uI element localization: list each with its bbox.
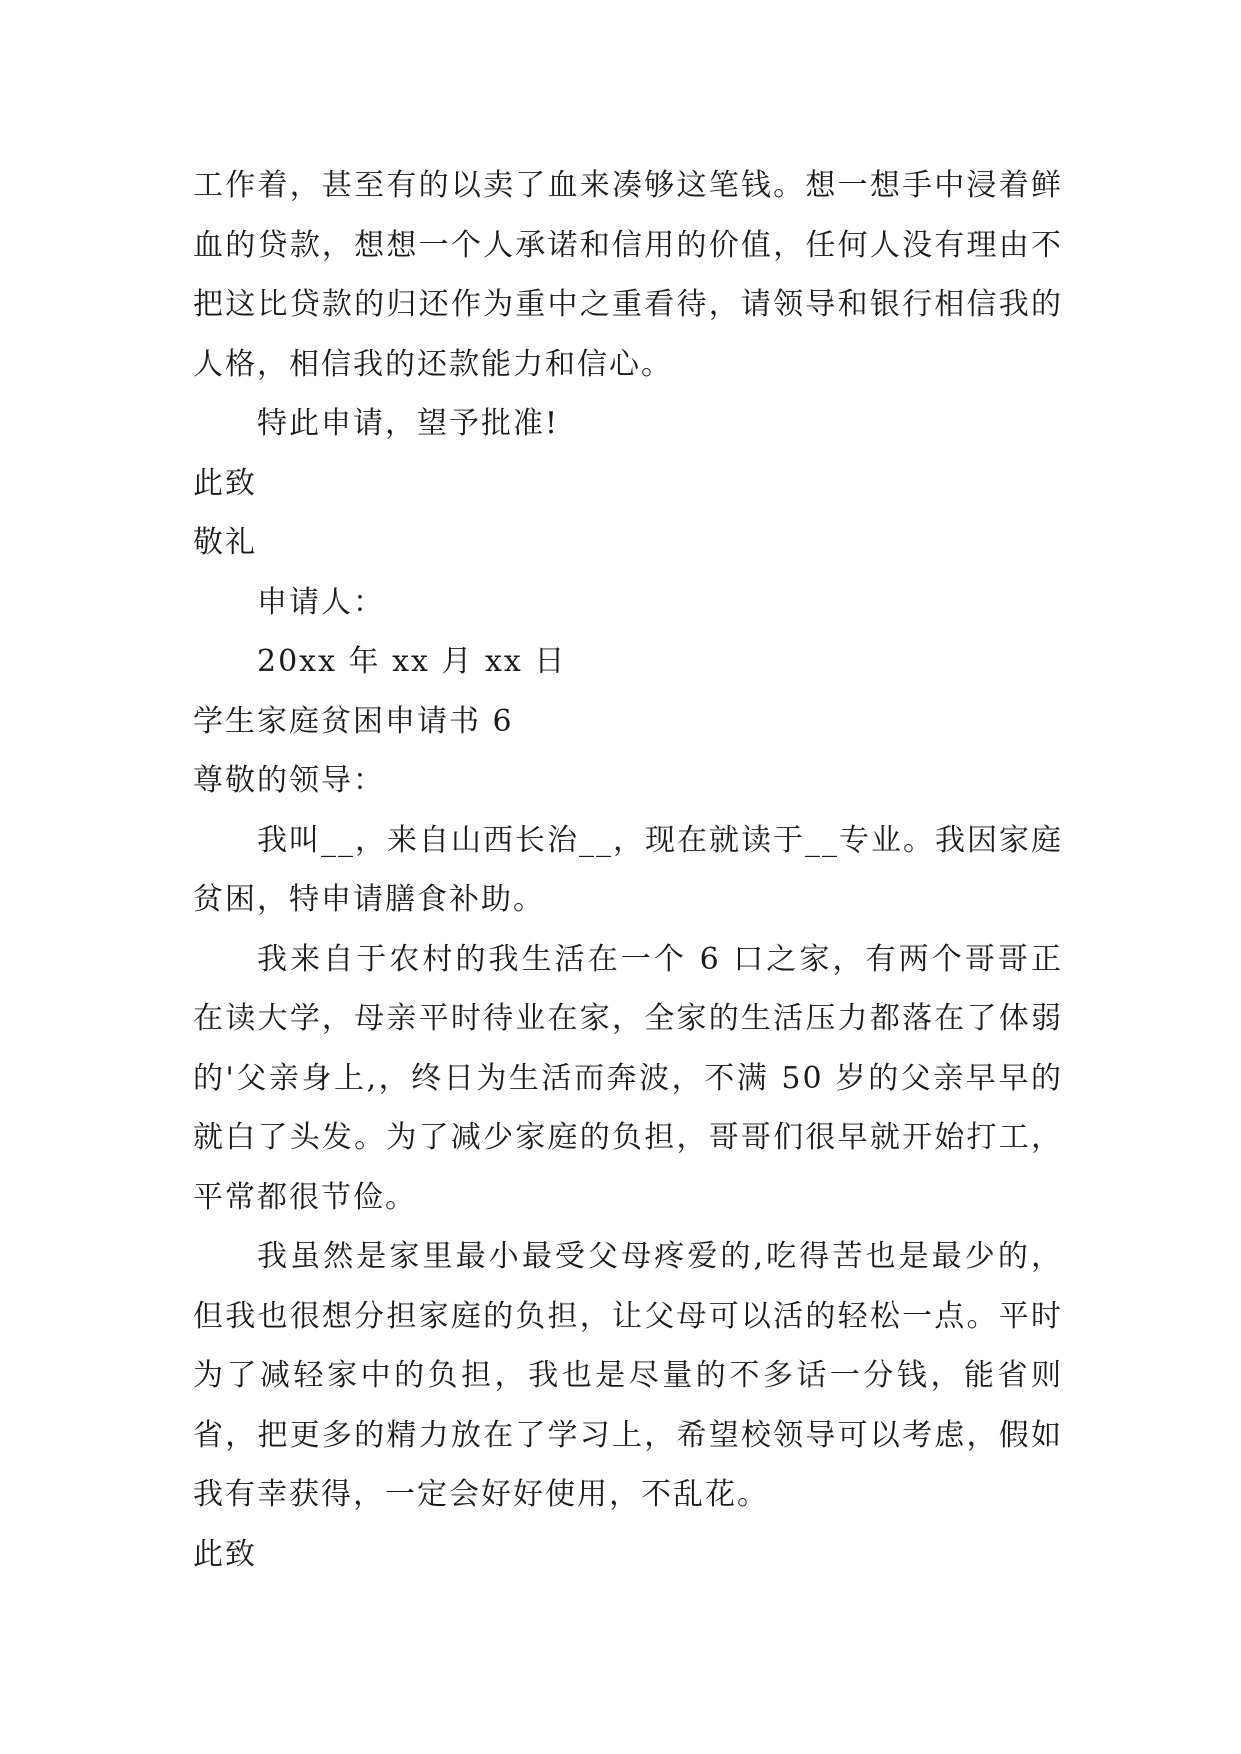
paragraph-request-approval: 特此申请，望予批准!	[257, 406, 560, 441]
paragraph-personal-effort: 我虽然是家里最小最受父母疼爱的,吃得苦也是最少的，但我也很想分担家庭的负担，让父母可以活的轻松一点。平时为了减轻家中的负担，我也是尽量的不多话一分钱，能省则省，把更多的精力放在了学习上，希望校领导可以考虑，假如我有幸获得，一定会好好使用，不乱花。	[193, 1239, 1063, 1512]
document-body	[193, 156, 1063, 1584]
closing-jingli: 敬礼	[193, 525, 257, 560]
closing-cizhi-2: 此致	[193, 1536, 257, 1572]
paragraph-loan-repayment: 工作着，甚至有的以卖了血来凑够这笔钱。想一想手中浸着鲜血的贷款，想想一个人承诺和信用的价值，任何人没有理由不把这比贷款的归还作为重中之重看待，请领导和银行相信我的人格，相信我的还款能力和信心。	[193, 168, 1063, 382]
applicant-label: 申请人：	[257, 584, 385, 620]
paragraph-introduction: 我叫__，来自山西长治__，现在就读于__专业。我因家庭贫困，特申请膳食补助。	[193, 822, 1063, 917]
salutation: 尊敬的领导：	[193, 763, 385, 798]
date-line: 20xx 年 xx 月 xx 日	[257, 644, 567, 679]
section-title: 学生家庭贫困申请书 6	[193, 703, 514, 739]
paragraph-family-situation: 我来自于农村的我生活在一个 6 口之家，有两个哥哥正在读大学，母亲平时待业在家，全家的生活压力都落在了体弱的'父亲身上,，终日为生活而奔波，不满 50 岁的父亲早早的就白了头发。为了减少家庭的负担，哥哥们很早就开始打工，平常都很节俭。	[193, 941, 1063, 1215]
closing-cizhi: 此致	[193, 465, 257, 501]
